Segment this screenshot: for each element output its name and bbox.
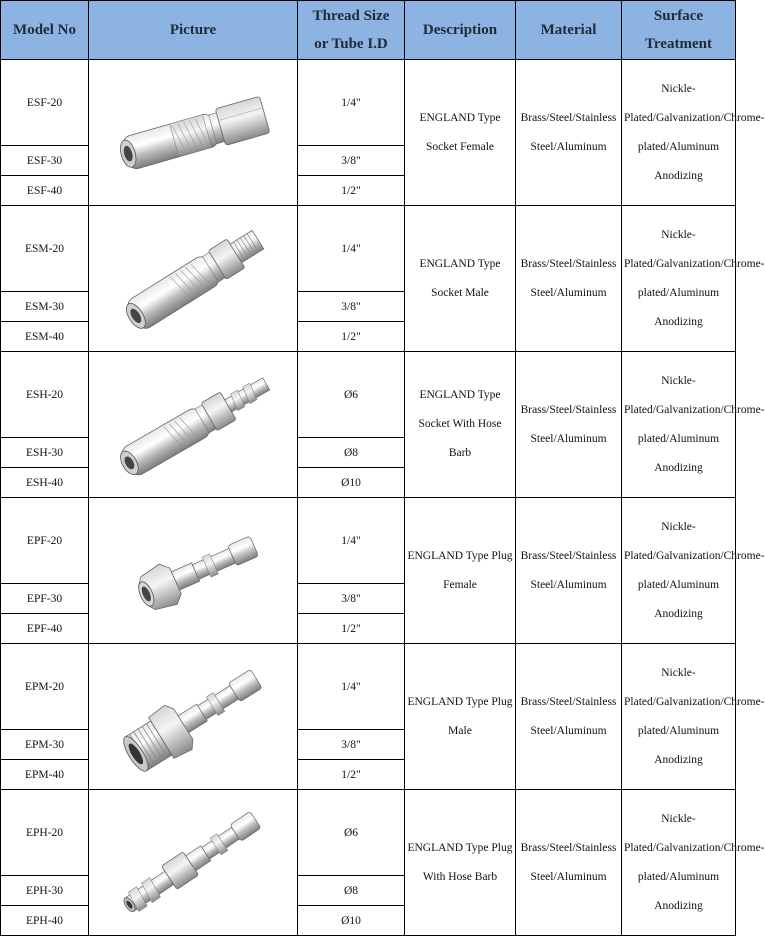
table-row: [1, 644, 736, 730]
header-surface-line1: Surface: [653, 8, 704, 24]
surface-cell: Nickle-Plated/Galvanization/Chrome-plated/Aluminum Anodizing: [622, 352, 736, 498]
header-surface-line2: Treatment: [645, 36, 712, 52]
size-cell: 3/8": [298, 730, 405, 760]
model-cell: ESF-20: [1, 60, 89, 146]
model-cell: EPH-30: [1, 876, 89, 906]
model-cell: EPF-30: [1, 584, 89, 614]
description-cell: ENGLAND Type Plug Male: [405, 644, 516, 790]
header-model: Model No: [1, 1, 89, 60]
size-cell: Ø10: [298, 906, 405, 936]
product-image-socket-hose-barb: [89, 352, 298, 498]
table-row: [1, 60, 736, 146]
size-cell: 1/2": [298, 760, 405, 790]
size-cell: 1/4": [298, 60, 405, 146]
header-picture: Picture: [89, 1, 298, 60]
model-cell: ESM-30: [1, 292, 89, 322]
material-cell: Brass/Steel/Stainless Steel/Aluminum: [516, 644, 622, 790]
surface-cell: Nickle-Plated/Galvanization/Chrome-plated/Aluminum Anodizing: [622, 644, 736, 790]
table-row: [1, 206, 736, 292]
table-row: [1, 352, 736, 438]
surface-cell: Nickle-Plated/Galvanization/Chrome-plated/Aluminum Anodizing: [622, 498, 736, 644]
size-cell: 1/2": [298, 176, 405, 206]
size-cell: Ø8: [298, 438, 405, 468]
model-cell: ESH-40: [1, 468, 89, 498]
size-cell: 1/2": [298, 322, 405, 352]
description-cell: ENGLAND Type Plug With Hose Barb: [405, 790, 516, 936]
model-cell: ESH-20: [1, 352, 89, 438]
size-cell: 3/8": [298, 292, 405, 322]
model-cell: ESM-40: [1, 322, 89, 352]
size-cell: Ø6: [298, 352, 405, 438]
header-description: Description: [405, 1, 516, 60]
size-cell: 1/4": [298, 644, 405, 730]
product-image-socket-female: [89, 60, 298, 206]
size-cell: Ø6: [298, 790, 405, 876]
size-cell: 3/8": [298, 146, 405, 176]
size-cell: Ø8: [298, 876, 405, 906]
surface-cell: Nickle-Plated/Galvanization/Chrome-plated/Aluminum Anodizing: [622, 206, 736, 352]
model-cell: EPF-20: [1, 498, 89, 584]
model-cell: ESM-20: [1, 206, 89, 292]
table-row: [1, 498, 736, 584]
product-image-socket-male: [89, 206, 298, 352]
product-image-plug-hose-barb: [89, 790, 298, 936]
header-row: [1, 1, 736, 60]
size-cell: 1/2": [298, 614, 405, 644]
size-cell: 3/8": [298, 584, 405, 614]
header-material: Material: [516, 1, 622, 60]
model-cell: EPH-40: [1, 906, 89, 936]
header-thread-line2: or Tube I.D: [314, 36, 388, 52]
description-cell: ENGLAND Type Socket Male: [405, 206, 516, 352]
model-cell: EPM-40: [1, 760, 89, 790]
product-image-plug-female: [89, 498, 298, 644]
model-cell: ESF-40: [1, 176, 89, 206]
material-cell: Brass/Steel/Stainless Steel/Aluminum: [516, 498, 622, 644]
header-thread: [298, 1, 405, 60]
material-cell: Brass/Steel/Stainless Steel/Aluminum: [516, 60, 622, 206]
model-cell: ESF-30: [1, 146, 89, 176]
description-cell: ENGLAND Type Socket Female: [405, 60, 516, 206]
model-cell: EPH-20: [1, 790, 89, 876]
material-cell: Brass/Steel/Stainless Steel/Aluminum: [516, 206, 622, 352]
model-cell: EPM-30: [1, 730, 89, 760]
size-cell: 1/4": [298, 498, 405, 584]
material-cell: Brass/Steel/Stainless Steel/Aluminum: [516, 790, 622, 936]
surface-cell: Nickle-Plated/Galvanization/Chrome-plated/Aluminum Anodizing: [622, 790, 736, 936]
table-row: [1, 790, 736, 876]
header-surface: [622, 1, 736, 60]
model-cell: ESH-30: [1, 438, 89, 468]
size-cell: 1/4": [298, 206, 405, 292]
description-cell: ENGLAND Type Socket With Hose Barb: [405, 352, 516, 498]
surface-cell: Nickle-Plated/Galvanization/Chrome-plated/Aluminum Anodizing: [622, 60, 736, 206]
header-thread-line1: Thread Size: [312, 8, 390, 24]
product-image-plug-male: [89, 644, 298, 790]
model-cell: EPM-20: [1, 644, 89, 730]
model-cell: EPF-40: [1, 614, 89, 644]
material-cell: Brass/Steel/Stainless Steel/Aluminum: [516, 352, 622, 498]
description-cell: ENGLAND Type Plug Female: [405, 498, 516, 644]
size-cell: Ø10: [298, 468, 405, 498]
